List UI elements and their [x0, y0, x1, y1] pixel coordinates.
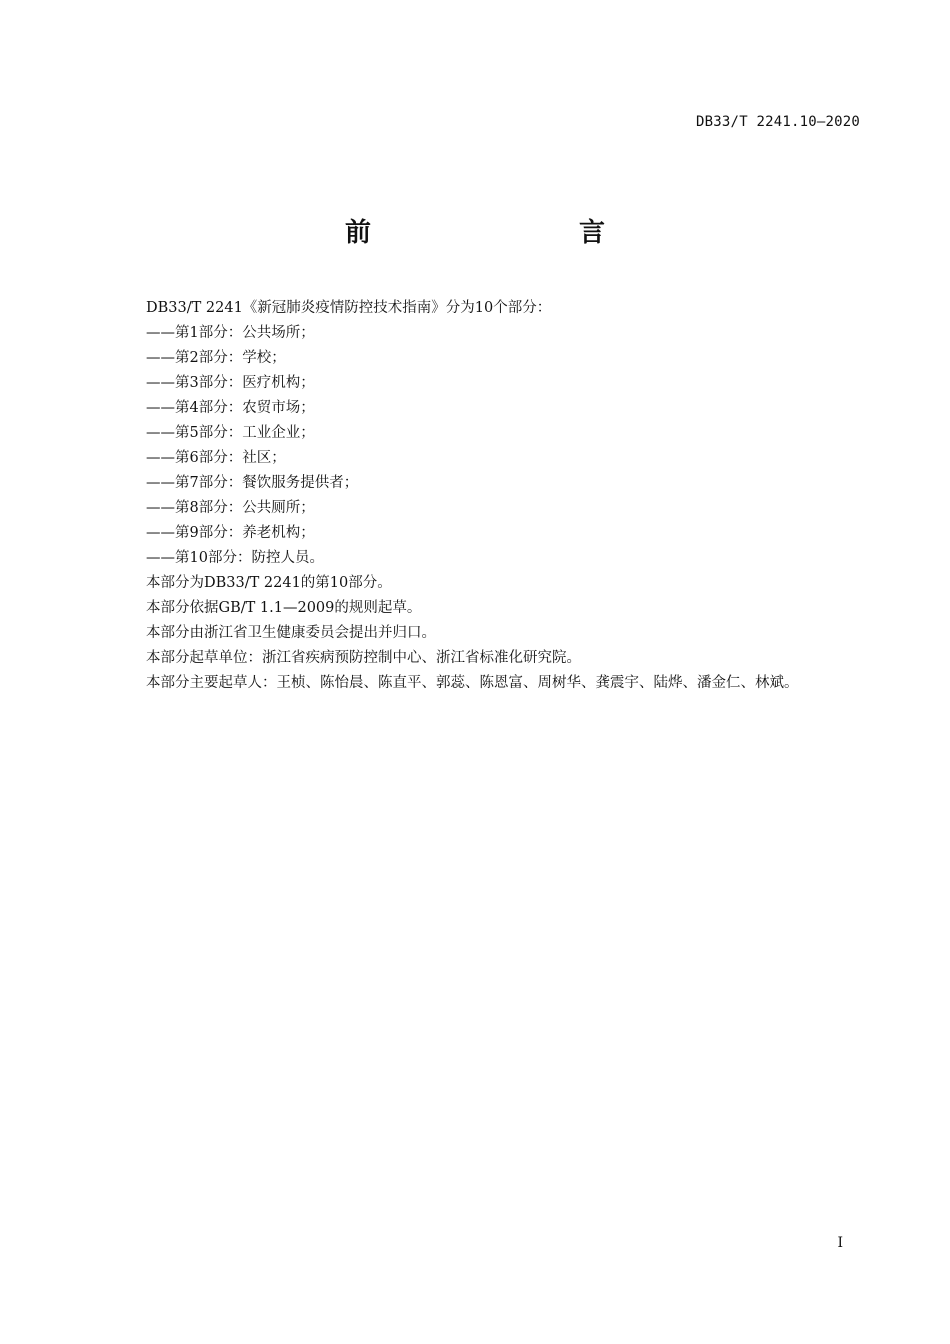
- paragraph-drafters: 本部分主要起草人：王桢、陈怡晨、陈直平、郭蕊、陈恩富、周树华、龚震宇、陆烨、潘金仁、林斌。: [146, 675, 799, 691]
- list-item-part-2: ——第2部分：学校；: [146, 350, 286, 366]
- list-item-part-7: ——第7部分：餐饮服务提供者；: [146, 475, 359, 491]
- page-number: I: [837, 1235, 843, 1251]
- list-item-part-5: ——第5部分：工业企业；: [146, 425, 315, 441]
- page-title: 前 言: [344, 218, 657, 248]
- foreword-body: [115, 296, 850, 696]
- paragraph-part-statement: 本部分为DB33/T 2241的第10部分。: [146, 575, 392, 591]
- paragraph-intro: DB33/T 2241《新冠肺炎疫情防控技术指南》分为10个部分：: [146, 300, 552, 316]
- list-item-part-1: ——第1部分：公共场所；: [146, 325, 315, 341]
- list-item-part-9: ——第9部分：养老机构；: [146, 525, 315, 541]
- list-item-part-4: ——第4部分：农贸市场；: [146, 400, 315, 416]
- paragraph-proposer: 本部分由浙江省卫生健康委员会提出并归口。: [146, 625, 436, 641]
- paragraph-drafting-rules: 本部分依据GB/T 1.1—2009的规则起草。: [146, 600, 422, 616]
- list-item-part-8: ——第8部分：公共厕所；: [146, 500, 315, 516]
- list-item-part-3: ——第3部分：医疗机构；: [146, 375, 315, 391]
- standard-code: DB33/T 2241.10—2020: [696, 114, 860, 130]
- paragraph-drafting-units: 本部分起草单位：浙江省疾病预防控制中心、浙江省标准化研究院。: [146, 650, 581, 666]
- list-item-part-10: ——第10部分：防控人员。: [146, 550, 324, 566]
- list-item-part-6: ——第6部分：社区；: [146, 450, 286, 466]
